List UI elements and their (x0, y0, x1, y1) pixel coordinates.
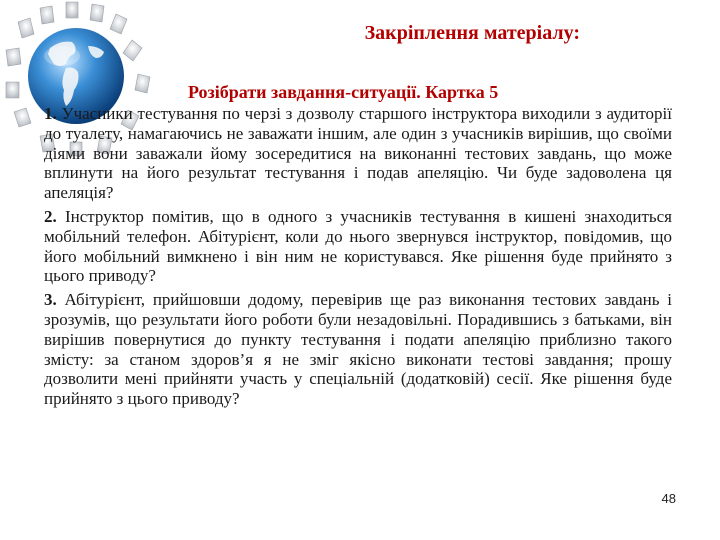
slide-subtitle: Розібрати завдання-ситуації. Картка 5 (188, 82, 499, 102)
task-paragraph-1 (44, 104, 672, 203)
task-text: Інструктор помітив, що в одного з учасників тестування в кишені знаходиться мобільний телефон. Абітурієнт, коли до нього звернувся інструктор, повідомив, що його мобільний вимкнено і він ним не користувався. Яке рішення буде прийнято з цього приводу? (44, 206, 672, 286)
task-paragraph-3 (44, 290, 672, 409)
task-number: 3. (44, 290, 57, 310)
task-number: 2. (44, 206, 57, 226)
page-number: 48 (661, 491, 676, 506)
slide-title: Закріплення матеріалу: (364, 22, 580, 44)
task-list (44, 104, 672, 413)
task-text: Учасники тестування по черзі з дозволу старшого інструктора виходили з аудиторії до туалету, намагаючись не заважати іншим, але один з учасників вирішив, що своїми діями вони заважали йому зосередитися на виконанні тестових завдань, що може вплинути на його результат тестування і подав апеляцію. Чи буде задоволена ця апеляція? (44, 104, 673, 203)
task-number: 1. (44, 104, 57, 123)
task-paragraph-2 (44, 207, 672, 286)
task-text: Абітурієнт, прийшовши додому, перевірив ще раз виконання тестових завдань і зрозумів, що результати його роботи були незадовільні. Порадившись з батьками, він вирішив повернутися до пункту тестування і подати апеляцію приблизно такого змісту: за станом здоров’я я не зміг якісно виконати тестові завдання; прошу дозволити мені прийняти участь у спеціальній (додатковій) сесії. Яке рішення буде прийнято з цього приводу? (44, 290, 672, 409)
